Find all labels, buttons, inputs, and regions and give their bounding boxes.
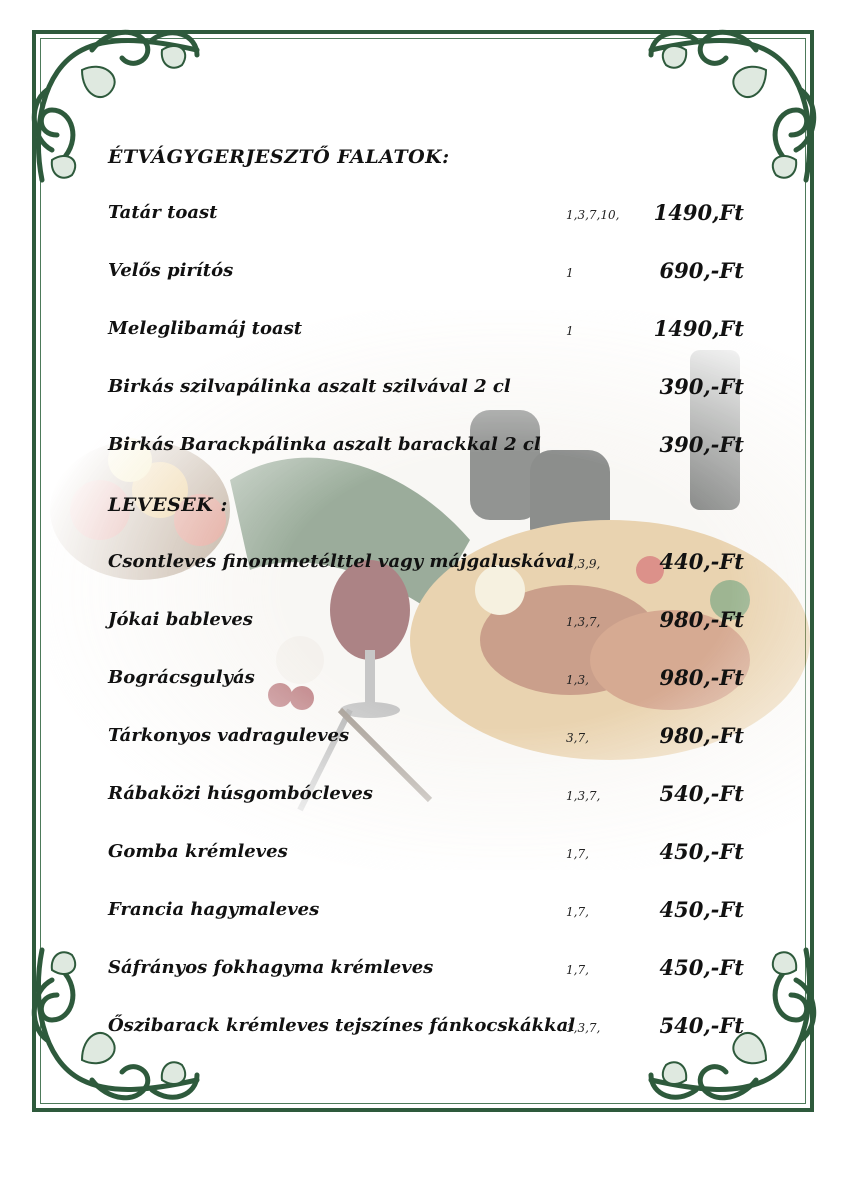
menu-item [0, 1015, 848, 1045]
menu-item [0, 725, 848, 755]
menu-item-allergens: 1 [566, 324, 574, 338]
menu-item-name: Rábaközi húsgombócleves [108, 783, 373, 804]
menu-item-name: Meleglibamáj toast [108, 318, 303, 339]
menu-item-allergens: 1,3, [566, 673, 589, 687]
section-title-appetizers: ÉTVÁGYGERJESZTŐ FALATOK: [108, 146, 450, 168]
menu-item-allergens: 1,3,7,10, [566, 208, 620, 222]
menu-item-price: 540,-Ft [659, 781, 744, 806]
menu-item [0, 376, 848, 406]
menu-item-allergens: 1,3,7, [566, 789, 601, 803]
menu-item-allergens: 1,7, [566, 847, 589, 861]
menu-item-price: 690,-Ft [659, 258, 744, 283]
menu-item-name: Birkás szilvapálinka aszalt szilvával 2 cl [108, 376, 511, 397]
menu-item [0, 899, 848, 929]
menu-item-price: 1490,Ft [653, 200, 744, 225]
menu-item-allergens: 1,7, [566, 963, 589, 977]
menu-item-price: 980,-Ft [659, 665, 744, 690]
menu-item [0, 551, 848, 581]
menu-item-allergens: 1 [566, 266, 574, 280]
menu-item [0, 957, 848, 987]
menu-item [0, 667, 848, 697]
menu-item-name: Jókai bableves [108, 609, 253, 630]
menu-item-price: 390,-Ft [659, 432, 744, 457]
menu-item-name: Csontleves finommetélttel vagy májgaluskával [108, 551, 575, 572]
menu-item-price: 1490,Ft [653, 316, 744, 341]
menu-item-price: 450,-Ft [659, 955, 744, 980]
menu-item-allergens: 3,7, [566, 731, 589, 745]
section-title-soups: LEVESEK : [108, 494, 228, 516]
menu-item [0, 260, 848, 290]
menu-item [0, 609, 848, 639]
menu-item-name: Bográcsgulyás [108, 667, 255, 688]
menu-item [0, 783, 848, 813]
menu-item-name: Tatár toast [108, 202, 218, 223]
menu-item-allergens: 1,3,9, [566, 557, 601, 571]
menu-item-name: Sáfrányos fokhagyma krémleves [108, 957, 434, 978]
menu-item [0, 434, 848, 464]
menu-item-price: 980,-Ft [659, 607, 744, 632]
menu-item-price: 440,-Ft [659, 549, 744, 574]
menu-item-name: Őszibarack krémleves tejszínes fánkocskákkal [108, 1015, 576, 1036]
menu-item-allergens: 1,7, [566, 905, 589, 919]
menu-item-price: 980,-Ft [659, 723, 744, 748]
menu-item-name: Gomba krémleves [108, 841, 288, 862]
menu-item [0, 841, 848, 871]
menu-item [0, 318, 848, 348]
menu-item-price: 450,-Ft [659, 897, 744, 922]
menu-item [0, 202, 848, 232]
menu-item-name: Velős pirítós [108, 260, 234, 281]
menu-item-allergens: 1,3,7, [566, 1021, 601, 1035]
menu-item-name: Tárkonyos vadraguleves [108, 725, 350, 746]
menu-item-name: Francia hagymaleves [108, 899, 320, 920]
menu-item-price: 450,-Ft [659, 839, 744, 864]
menu-item-price: 540,-Ft [659, 1013, 744, 1038]
menu-item-name: Birkás Barackpálinka aszalt barackkal 2 cl [108, 434, 541, 455]
menu-item-allergens: 1,3,7, [566, 615, 601, 629]
menu-item-price: 390,-Ft [659, 374, 744, 399]
